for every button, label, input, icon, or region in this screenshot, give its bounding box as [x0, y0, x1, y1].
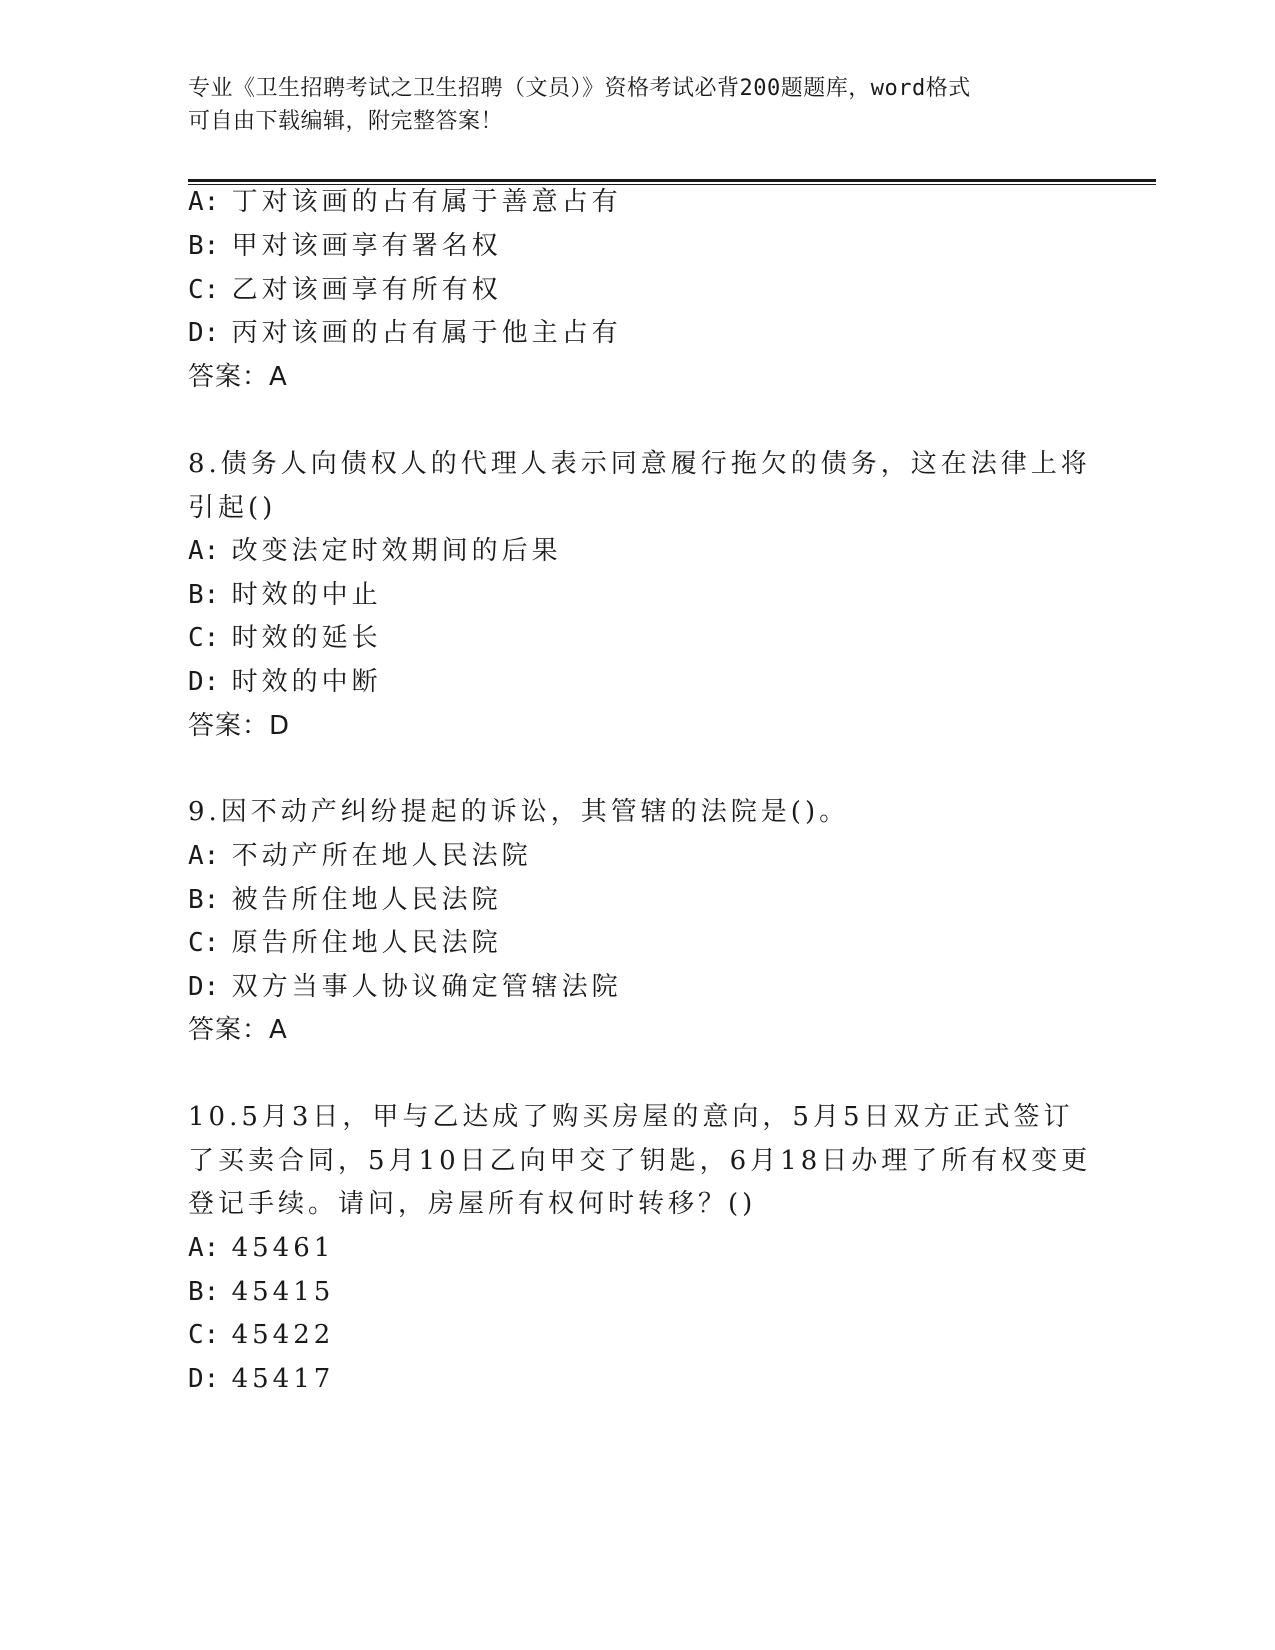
q8-stem-line-2: 引起(): [188, 493, 277, 523]
option-letter: A:: [188, 1233, 220, 1263]
option-letter: D:: [188, 972, 220, 1002]
option-text: 双方当事人协议确定管辖法院: [231, 972, 622, 1002]
option-text: 改变法定时效期间的后果: [231, 536, 562, 566]
header-divider-thick: [188, 179, 1156, 182]
option-text: 丙对该画的占有属于他主占有: [231, 318, 622, 348]
option-letter: B:: [188, 885, 220, 915]
q7-answer: 答案：A: [188, 362, 288, 392]
q8-option-b: [188, 578, 382, 612]
q9-option-c: [188, 926, 502, 960]
q10-option-c: [188, 1318, 334, 1352]
header-title-line-1: 专业《卫生招聘考试之卫生招聘（文员）》资格考试必背200题题库，word格式: [188, 76, 971, 101]
option-text: 45417: [231, 1364, 335, 1394]
q7-option-b: [188, 229, 502, 263]
option-text: 丁对该画的占有属于善意占有: [231, 187, 622, 217]
option-text: 时效的中止: [231, 580, 382, 610]
option-letter: C:: [188, 1320, 220, 1350]
option-text: 45461: [231, 1233, 335, 1263]
option-text: 时效的中断: [231, 667, 382, 697]
option-text: 45422: [231, 1320, 335, 1350]
q9-option-a: [188, 839, 532, 873]
q10-option-a: [188, 1231, 334, 1265]
option-letter: C:: [188, 623, 220, 653]
q8-answer: 答案：D: [188, 711, 291, 741]
option-text: 不动产所在地人民法院: [231, 841, 532, 871]
option-letter: B:: [188, 1277, 220, 1307]
q8-option-a: [188, 534, 562, 568]
option-letter: B:: [188, 231, 220, 261]
q10-stem-line-3: 登记手续。请问，房屋所有权何时转移？(): [188, 1189, 757, 1219]
q9-option-b: [188, 883, 502, 917]
q10-stem-line-2: 了买卖合同，5月10日乙向甲交了钥匙，6月18日办理了所有权变更: [188, 1146, 1092, 1176]
document-header: [188, 72, 1088, 138]
q10-stem-line-1: 10.5月3日，甲与乙达成了购买房屋的意向，5月5日双方正式签订: [188, 1102, 1074, 1132]
q10-option-b: [188, 1275, 334, 1309]
q9-stem-line-1: 9.因不动产纠纷提起的诉讼，其管辖的法院是()。: [188, 797, 850, 827]
option-letter: C:: [188, 275, 220, 305]
q8-option-d: [188, 665, 382, 699]
option-letter: B:: [188, 580, 220, 610]
option-letter: D:: [188, 1364, 220, 1394]
q8-option-c: [188, 621, 382, 655]
option-text: 原告所住地人民法院: [231, 928, 502, 958]
option-letter: D:: [188, 667, 220, 697]
option-letter: A:: [188, 536, 220, 566]
option-letter: C:: [188, 928, 220, 958]
q9-answer: 答案：A: [188, 1015, 288, 1045]
q7-option-d: [188, 316, 622, 350]
option-text: 被告所住地人民法院: [231, 885, 502, 915]
option-text: 时效的延长: [231, 623, 382, 653]
q7-option-a: [188, 185, 622, 219]
option-letter: A:: [188, 187, 220, 217]
header-title-line-2: 可自由下载编辑，附完整答案！: [188, 109, 504, 134]
q7-option-c: [188, 273, 502, 307]
option-letter: D:: [188, 318, 220, 348]
q8-stem-line-1: 8.债务人向债权人的代理人表示同意履行拖欠的债务，这在法律上将: [188, 449, 1091, 479]
q9-option-d: [188, 970, 622, 1004]
option-letter: A:: [188, 841, 220, 871]
q10-option-d: [188, 1362, 334, 1396]
option-text: 45415: [231, 1277, 335, 1307]
option-text: 乙对该画享有所有权: [231, 275, 502, 305]
option-text: 甲对该画享有署名权: [231, 231, 502, 261]
